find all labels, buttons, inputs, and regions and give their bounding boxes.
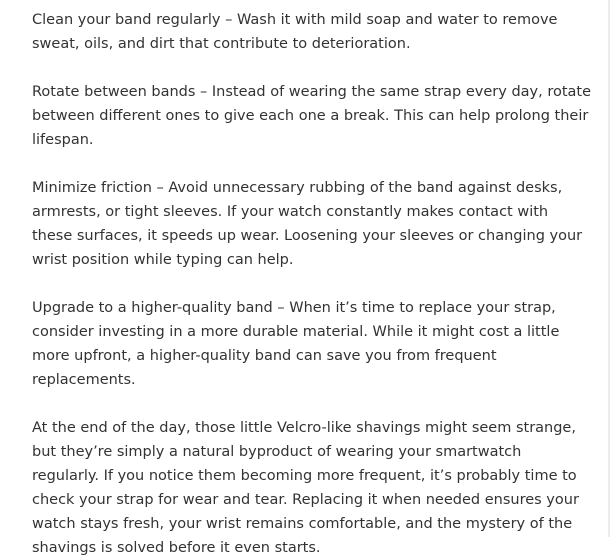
tip-upgrade-band: Upgrade to a higher-quality band – When it’s time to replace your strap, consider investing in a more durable material. While it might cost a little more upfront, a higher-quality band can save you from frequent replacements. — [32, 300, 560, 388]
article-body — [32, 8, 592, 560]
conclusion-paragraph: At the end of the day, those little Velcro-like shavings might seem strange, but they’re simply a natural byproduct of wearing your smartwatch regularly. If you notice them becoming more frequent, it’s probably time to check your strap for wear and tear. Replacing it when needed ensures your watch stays fresh, your wrist remains comfortable, and the mystery of the shavings is solved before it even starts. — [32, 420, 579, 556]
tip-rotate-bands: Rotate between bands – Instead of wearing the same strap every day, rotate between different ones to give each one a break. This can help prolong their lifespan. — [32, 84, 592, 148]
tip-minimize-friction: Minimize friction – Avoid unnecessary rubbing of the band against desks, armrests, or tight sleeves. If your watch constantly makes contact with these surfaces, it speeds up wear. Loosening your sleeves or changing your wrist position while typing can help. — [32, 180, 583, 268]
tip-clean-band: Clean your band regularly – Wash it with mild soap and water to remove sweat, oils, and dirt that contribute to deterioration. — [32, 12, 558, 52]
